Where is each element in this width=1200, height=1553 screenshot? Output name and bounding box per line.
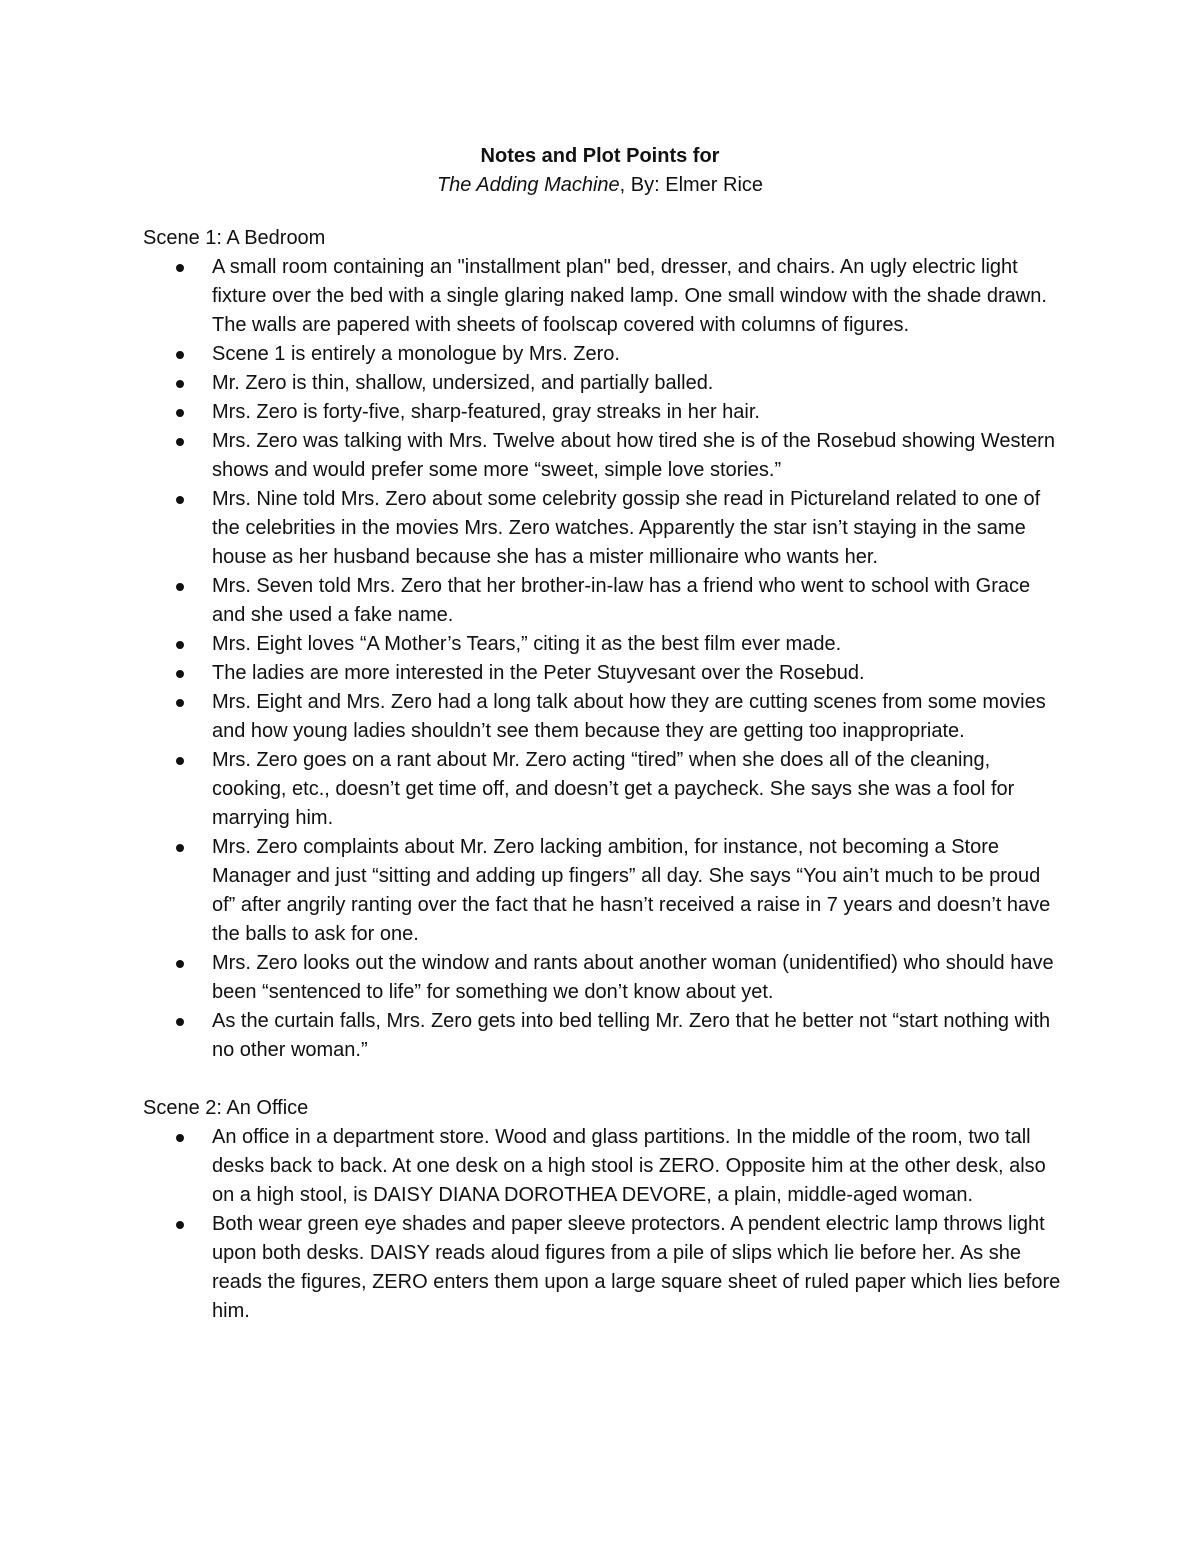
list-item [143,630,1063,659]
document-body [143,224,1063,1355]
bullet-icon [176,1221,184,1229]
list-item-text: Both wear green eye shades and paper sleeve protectors. A pendent electric lamp throws light upon both desks. DAISY reads aloud figures from a pile of slips which lie before her. As she reads the figures, ZERO enters them upon a large square sheet of ruled paper which lies before him. [212,1213,1061,1322]
list-item [143,1007,1063,1065]
list-item-text: Scene 1 is entirely a monologue by Mrs. Zero. [212,343,620,365]
list-item-text: Mrs. Eight loves “A Mother’s Tears,” citing it as the best film ever made. [212,633,842,655]
list-item-text: Mrs. Zero goes on a rant about Mr. Zero acting “tired” when she does all of the cleaning, cooking, etc., doesn’t get time off, and doesn’t get a paycheck. She says she was a fool for marrying him. [212,749,1015,829]
scene-heading: Scene 1: A Bedroom [143,227,326,249]
scene-section [143,1094,1063,1326]
bullet-icon [176,583,184,591]
scene-heading: Scene 2: An Office [143,1097,309,1119]
bullet-icon [176,844,184,852]
scene-section [143,224,1063,1065]
list-item [143,1210,1063,1326]
bullet-icon [176,438,184,446]
bullet-icon [176,1018,184,1026]
bullet-icon [176,641,184,649]
title-block [0,142,1200,200]
document-title: Notes and Plot Points for [480,145,720,167]
bullet-icon [176,351,184,359]
list-item [143,688,1063,746]
list-item [143,1123,1063,1210]
list-item-text: The ladies are more interested in the Peter Stuyvesant over the Rosebud. [212,662,865,684]
bullet-list [143,1123,1063,1326]
bullet-icon [176,1134,184,1142]
bullet-icon [176,960,184,968]
bullet-icon [176,264,184,272]
list-item [143,833,1063,949]
bullet-icon [176,670,184,678]
play-title: The Adding Machine [436,174,620,196]
bullet-icon [176,409,184,417]
bullet-icon [176,496,184,504]
bullet-list [143,253,1063,1065]
list-item [143,659,1063,688]
bullet-icon [176,380,184,388]
list-item [143,485,1063,572]
list-item [143,398,1063,427]
list-item-text: A small room containing an "installment plan" bed, dresser, and chairs. An ugly electric light fixture over the bed with a single glaring naked lamp. One small window with the shade drawn. The walls are papered with sheets of foolscap covered with columns of figures. [212,256,1047,336]
list-item [143,427,1063,485]
bullet-icon [176,757,184,765]
list-item [143,746,1063,833]
play-author: , By: Elmer Rice [619,174,764,196]
list-item-text: Mrs. Zero was talking with Mrs. Twelve about how tired she is of the Rosebud showing Western shows and would prefer some more “sweet, simple love stories.” [212,430,1055,481]
list-item [143,253,1063,340]
bullet-icon [176,699,184,707]
list-item-text: Mrs. Zero complaints about Mr. Zero lacking ambition, for instance, not becoming a Store Manager and just “sitting and adding up fingers” all day. She says “You ain’t much to be proud of” after angrily ranting over the fact that he hasn’t received a raise in 7 years and doesn’t have the balls to ask for one. [212,836,1051,945]
list-item-text: Mrs. Zero looks out the window and rants about another woman (unidentified) who should have been “sentenced to life” for something we don’t know about yet. [212,952,1054,1003]
list-item-text: Mr. Zero is thin, shallow, undersized, and partially balled. [212,372,714,394]
list-item-text: Mrs. Nine told Mrs. Zero about some celebrity gossip she read in Pictureland related to one of the celebrities in the movies Mrs. Zero watches. Apparently the star isn’t staying in the same house as her husband because she has a mister millionaire who wants her. [212,488,1041,568]
list-item [143,340,1063,369]
list-item-text: As the curtain falls, Mrs. Zero gets into bed telling Mr. Zero that he better not “start nothing with no other woman.” [212,1010,1051,1061]
list-item-text: Mrs. Zero is forty-five, sharp-featured, gray streaks in her hair. [212,401,760,423]
list-item-text: An office in a department store. Wood and glass partitions. In the middle of the room, two tall desks back to back. At one desk on a high stool is ZERO. Opposite him at the other desk, also on a high stool, is DAISY DIANA DOROTHEA DEVORE, a plain, middle-aged woman. [212,1126,1046,1206]
list-item [143,369,1063,398]
list-item [143,572,1063,630]
list-item-text: Mrs. Eight and Mrs. Zero had a long talk about how they are cutting scenes from some movies and how young ladies shouldn’t see them because they are getting too inappropriate. [212,691,1046,742]
document-subtitle [0,171,1200,200]
list-item [143,949,1063,1007]
list-item-text: Mrs. Seven told Mrs. Zero that her brother-in-law has a friend who went to school with Grace and she used a fake name. [212,575,1031,626]
